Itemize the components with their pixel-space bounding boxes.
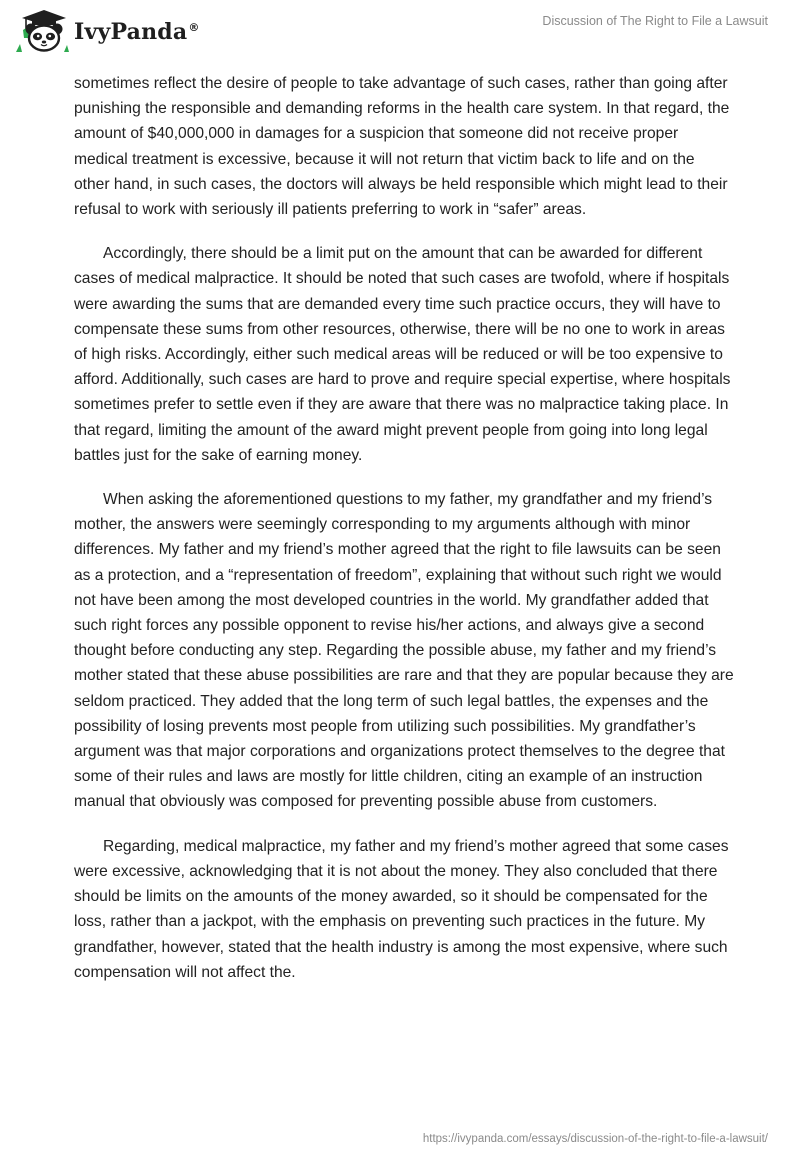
page-header: [0, 0, 800, 60]
essay-body: [74, 71, 734, 1004]
paragraph: When asking the aforementioned questions to my father, my grandfather and my friend’s mother, the answers were seemingly corresponding to my arguments although with minor differences. My father and my friend’s mother agreed that the right to file lawsuits can be seen as a protection, and a “representation of freedom”, explaining that without such right we would not have been among the most developed countries in the world. My grandfather added that such right forces any possible opponent to revise his/her actions, and always give a second thought before conducting any step. Regarding the possible abuse, my father and my friend’s mother stated that these abuse possibilities are rare and that they are popular because they are seldom practiced. They added that the long term of such legal battles, the expenses and the possibility of losing prevents most people from utilizing such possibilities. My grandfather’s argument was that major corporations and organizations protect themselves to the degree that some of their rules and laws are mostly for little children, citing an example of an instruction manual that obviously was composed for preventing possible abuse from customers.: [74, 491, 734, 811]
source-url[interactable]: https://ivypanda.com/essays/discussion-of-the-right-to-file-a-lawsuit/: [422, 1133, 768, 1145]
panda-graduate-icon: [14, 8, 70, 52]
paragraph: sometimes reflect the desire of people to take advantage of such cases, rather than going after punishing the responsible and demanding reforms in the health care system. In that regard, the amount of $40,000,000 in damages for a suspicion that someone did not receive proper medical treatment is excessive, because it will not return that victim back to life and on the other hand, in such cases, the doctors will always be held responsible which might lead to their refusal to work with seriously ill patients preferring to work in “safer” areas.: [74, 75, 730, 219]
paragraph: Regarding, medical malpractice, my father and my friend’s mother agreed that some cases were excessive, acknowledging that it is not about the money. They also concluded that there should be limits on the amounts of the money awarded, so it should be compensated for the loss, rather than a jackpot, with the emphasis on preventing such practices in the future. My grandfather, however, stated that the health industry is among the most expensive, where such compensation will not affect the.: [74, 837, 729, 981]
document-title: Discussion of The Right to File a Lawsuit: [542, 14, 768, 28]
logo-name: IvyPanda: [74, 19, 188, 45]
registered-mark: ®: [188, 20, 200, 34]
ivypanda-logo[interactable]: [14, 8, 200, 52]
logo-wordmark: [74, 19, 200, 45]
paragraph: Accordingly, there should be a limit put on the amount that can be awarded for different cases of medical malpractice. It should be noted that such cases are twofold, where if hospitals were awarding the sums that are demanded every time such practice occurs, they will have to compensate these sums from other resources, otherwise, there will be no one to work in areas of high risks. Accordingly, either such medical areas will be reduced or will be too expensive to afford. Additionally, such cases are hard to prove and require special expertise, where hospitals sometimes prefer to settle even if they are aware that there was no malpractice taking place. In that regard, limiting the amount of the award might prevent people from going into long legal battles just for the sake of earning money.: [74, 245, 731, 464]
